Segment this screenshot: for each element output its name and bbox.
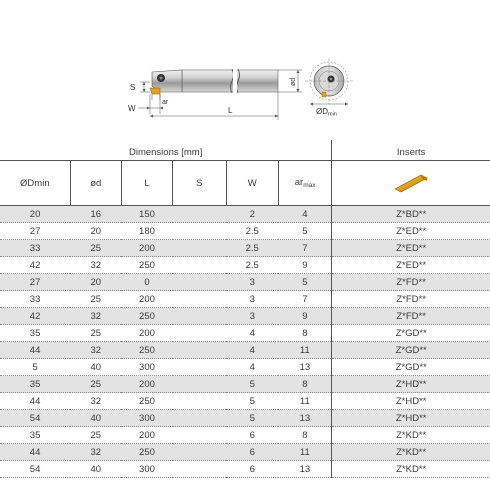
cell-insert: Z*ED** [332, 240, 490, 257]
cell-ar: 8 [278, 376, 331, 393]
cell-insert: Z*HD** [332, 410, 490, 427]
cell-s [173, 257, 226, 274]
cell-insert: Z*FD** [332, 274, 490, 291]
cell-w: 4 [226, 342, 278, 359]
cell-insert: Z*KD** [332, 461, 490, 478]
cell-ar: 13 [278, 410, 331, 427]
cell-w: 4 [226, 325, 278, 342]
cell-insert: Z*FD** [332, 308, 490, 325]
cell-ar: 5 [278, 274, 331, 291]
cell-od: 25 [70, 427, 121, 444]
cell-l: 200 [121, 376, 172, 393]
cell-ar: 9 [278, 308, 331, 325]
cell-ar: 8 [278, 325, 331, 342]
cell-insert: Z*GD** [332, 325, 490, 342]
dim-od-label: ød [290, 77, 297, 86]
cell-od: 32 [70, 444, 121, 461]
col-w-header: W [226, 161, 278, 206]
cell-od: 32 [70, 393, 121, 410]
cell-odmin: 44 [0, 393, 70, 410]
table-row [0, 410, 490, 427]
table-row [0, 444, 490, 461]
insert-icon [391, 172, 431, 194]
cell-odmin: 54 [0, 410, 70, 427]
cell-w: 6 [226, 461, 278, 478]
cell-s [173, 342, 226, 359]
cell-ar: 9 [278, 257, 331, 274]
cell-w: 5 [226, 393, 278, 410]
dim-w-label: W [128, 104, 136, 113]
cell-l: 0 [121, 274, 172, 291]
cell-w: 2.5 [226, 223, 278, 240]
table-row [0, 308, 490, 325]
table-row [0, 206, 490, 223]
cell-insert: Z*HD** [332, 393, 490, 410]
cell-w: 4 [226, 359, 278, 376]
cell-l: 200 [121, 427, 172, 444]
dimensions-group-header: Dimensions [mm] [0, 140, 332, 161]
boring-bar-side-view [150, 69, 278, 94]
cell-odmin: 33 [0, 291, 70, 308]
cell-w: 3 [226, 308, 278, 325]
cell-ar: 11 [278, 444, 331, 461]
cell-insert: Z*HD** [332, 376, 490, 393]
cell-od: 32 [70, 308, 121, 325]
cell-odmin: 44 [0, 444, 70, 461]
cell-l: 300 [121, 410, 172, 427]
cell-s [173, 393, 226, 410]
cell-s [173, 376, 226, 393]
cell-l: 200 [121, 240, 172, 257]
cell-insert: Z*ED** [332, 223, 490, 240]
cell-insert: Z*ED** [332, 257, 490, 274]
col-odmin-header: ØDmin [0, 161, 70, 206]
cell-odmin: 27 [0, 223, 70, 240]
table-row [0, 291, 490, 308]
col-insert-header [332, 161, 490, 206]
cell-s [173, 325, 226, 342]
table-row [0, 427, 490, 444]
cell-s [173, 410, 226, 427]
table-row [0, 274, 490, 291]
inserts-group-header: Inserts [332, 140, 490, 161]
cell-s [173, 223, 226, 240]
cell-od: 40 [70, 410, 121, 427]
cell-l: 250 [121, 393, 172, 410]
cell-insert: Z*GD** [332, 342, 490, 359]
cell-od: 25 [70, 291, 121, 308]
cell-s [173, 308, 226, 325]
boring-bar-front-view [305, 58, 353, 106]
cell-s [173, 461, 226, 478]
cell-s [173, 359, 226, 376]
cell-ar: 7 [278, 291, 331, 308]
table-row [0, 461, 490, 478]
cell-w: 6 [226, 444, 278, 461]
cell-od: 25 [70, 325, 121, 342]
cell-odmin: 42 [0, 308, 70, 325]
cell-l: 150 [121, 206, 172, 223]
cell-insert: Z*FD** [332, 291, 490, 308]
cell-odmin: 20 [0, 206, 70, 223]
cell-s [173, 427, 226, 444]
cell-s [173, 444, 226, 461]
col-l-header: L [121, 161, 172, 206]
cell-ar: 8 [278, 427, 331, 444]
cell-l: 250 [121, 257, 172, 274]
cell-w: 2 [226, 206, 278, 223]
cell-l: 300 [121, 359, 172, 376]
cell-l: 200 [121, 291, 172, 308]
cell-od: 32 [70, 342, 121, 359]
cell-odmin: 27 [0, 274, 70, 291]
cell-od: 40 [70, 461, 121, 478]
table-row [0, 393, 490, 410]
cell-w: 3 [226, 291, 278, 308]
col-s-header: S [173, 161, 226, 206]
dim-l-label: L [228, 106, 233, 115]
cell-insert: Z*BD** [332, 206, 490, 223]
cell-w: 2.5 [226, 240, 278, 257]
cell-ar: 11 [278, 393, 331, 410]
cell-odmin: 35 [0, 325, 70, 342]
cell-w: 2.5 [226, 257, 278, 274]
cell-odmin: 35 [0, 427, 70, 444]
dim-odmin-label: ØDmin [316, 107, 337, 118]
cell-insert: Z*GD** [332, 359, 490, 376]
cell-ar: 13 [278, 359, 331, 376]
cell-odmin: 35 [0, 376, 70, 393]
cell-odmin: 54 [0, 461, 70, 478]
cell-odmin: 44 [0, 342, 70, 359]
table-row [0, 376, 490, 393]
col-od-header: ød [70, 161, 121, 206]
cell-ar: 13 [278, 461, 331, 478]
cell-w: 6 [226, 427, 278, 444]
cell-od: 20 [70, 223, 121, 240]
dim-ar-label: ar [162, 99, 169, 106]
cell-l: 300 [121, 461, 172, 478]
cell-od: 32 [70, 257, 121, 274]
cell-od: 20 [70, 274, 121, 291]
cell-l: 250 [121, 342, 172, 359]
insert-tip [150, 88, 160, 94]
cell-odmin: 42 [0, 257, 70, 274]
cell-ar: 11 [278, 342, 331, 359]
cell-l: 200 [121, 325, 172, 342]
tool-drawing [0, 0, 490, 135]
cell-s [173, 240, 226, 257]
cell-ar: 4 [278, 206, 331, 223]
cell-odmin: 5 [0, 359, 70, 376]
dim-s-label: S [130, 83, 136, 92]
cell-s [173, 206, 226, 223]
cell-l: 180 [121, 223, 172, 240]
cell-l: 250 [121, 444, 172, 461]
table-row [0, 359, 490, 376]
table-row [0, 342, 490, 359]
table-row [0, 325, 490, 342]
cell-ar: 7 [278, 240, 331, 257]
cell-insert: Z*KD** [332, 444, 490, 461]
cell-s [173, 274, 226, 291]
col-ar-header: $ar_{max}$ [278, 161, 331, 206]
cell-od: 16 [70, 206, 121, 223]
table-row [0, 240, 490, 257]
cell-odmin: 33 [0, 240, 70, 257]
cell-od: 25 [70, 376, 121, 393]
cell-ar: 5 [278, 223, 331, 240]
cell-w: 5 [226, 410, 278, 427]
dimensions-table [0, 140, 490, 478]
cell-od: 40 [70, 359, 121, 376]
cell-w: 3 [226, 274, 278, 291]
table-row [0, 257, 490, 274]
cell-s [173, 291, 226, 308]
cell-od: 25 [70, 240, 121, 257]
cell-w: 5 [226, 376, 278, 393]
cell-l: 250 [121, 308, 172, 325]
cell-insert: Z*KD** [332, 427, 490, 444]
table-row [0, 223, 490, 240]
